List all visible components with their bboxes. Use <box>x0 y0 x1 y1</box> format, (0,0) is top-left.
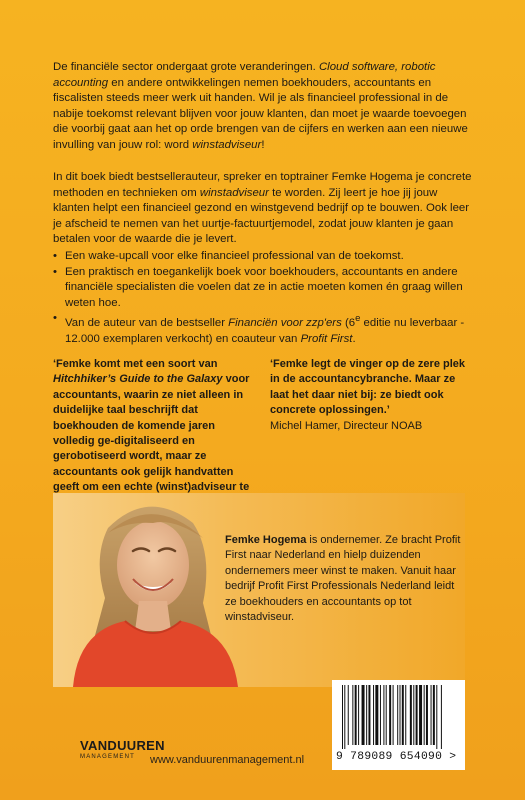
author-bio-text: is ondernemer. Ze bracht Profit First naar Nederland en hielp duizenden ondernemers meer winst te maken. Vanuit haar bedrijf Profit First Professionals Nederland leidt ze boekhouders en accountants op tot winstadviseur. <box>225 534 461 624</box>
text-segment: en andere ontwikkelingen nemen boekhouders, accountants en fiscalisten steeds meer werk uit handen. Wil je als financieel professional in de nabije toekomst relevant blijven voor jouw klanten, dan moet je waarde toevoegen die voorbij gaat aan het op orde brengen van de cijfers en werken aan een nieuwe invulling van jouw rol: word <box>53 76 468 151</box>
barcode-bar <box>383 685 384 745</box>
intro-paragraph-1 <box>53 60 473 154</box>
barcode-bar <box>413 685 414 745</box>
text-segment: Profit First <box>300 332 353 345</box>
text-segment: voor accountants, waarin ze niet alleen in duidelijke taal beschrijft dat boekhouden de komende jaren volledig ge-digitaliseerd en gerobotiseerd wordt, maar ze accountants ook gelijk handvatten geeft om een echte (winst)adviseur te <box>53 373 250 494</box>
publisher-logo-main: VANDUUREN <box>80 738 165 753</box>
barcode-bar <box>426 685 428 745</box>
text-segment: Hitchhiker’s Guide to the Galaxy <box>53 373 223 386</box>
barcode-bar <box>424 685 425 745</box>
text-segment: winstadviseur <box>192 138 262 151</box>
text-segment: ! <box>261 138 265 151</box>
isbn-barcode <box>332 680 465 770</box>
barcode-bar <box>397 685 398 745</box>
endorsement-quote-2 <box>270 357 468 434</box>
text-segment: Financiën voor zzp'ers <box>228 317 342 330</box>
text-segment: Cloud software, robotic accounting <box>53 61 436 89</box>
publisher-url: www.vanduurenmanagement.nl <box>150 754 305 766</box>
text-segment: ‘Femke komt met een soort van <box>53 358 218 370</box>
author-name: Femke Hogema <box>225 534 307 546</box>
barcode-bar <box>348 685 349 745</box>
publisher-logo-sub: MANAGEMENT <box>80 754 136 760</box>
barcode-bar <box>400 685 401 745</box>
text-segment: In dit boek biedt bestsellerauteur, spreker en toptrainer Femke Hogema je concrete methoden en technieken om <box>53 171 472 199</box>
text-segment: (6 <box>341 317 356 330</box>
barcode-bar <box>433 685 435 745</box>
barcode-bar <box>368 685 370 745</box>
barcode-bar <box>366 685 367 745</box>
barcode-bar <box>362 685 365 745</box>
isbn-digits: 9 789089 654090 <box>336 751 443 763</box>
barcode-bar <box>393 685 394 745</box>
intro-paragraph-2 <box>53 170 473 248</box>
quote-text <box>270 357 468 419</box>
text-segment: Een praktisch en toegankelijk boek voor boekhouders, accountants en andere financiële specialisten die voelen dat ze in actie moeten komen én graag willen weten hoe. <box>65 265 463 309</box>
barcode-bar <box>352 685 353 745</box>
barcode-bar <box>373 685 374 745</box>
barcode-bar <box>419 685 422 745</box>
barcode-bar <box>380 685 381 745</box>
barcode-bar <box>416 685 418 745</box>
barcode-bars <box>342 685 456 749</box>
text-segment: Van de auteur van de bestseller <box>65 317 229 330</box>
author-bio <box>225 533 465 625</box>
barcode-bar <box>402 685 404 745</box>
text-segment: ‘Femke legt de vinger op de zere plek in de accountancybranche. Maar ze laat het daar niet bij: ze biedt ook concrete oplossingen.’ <box>270 358 466 417</box>
isbn-number <box>336 751 462 763</box>
barcode-bar <box>355 685 357 745</box>
barcode-bar <box>344 685 345 749</box>
barcode-bar <box>405 685 406 745</box>
barcode-bar <box>358 685 359 745</box>
text-segment: . <box>352 332 356 345</box>
barcode-bar <box>389 685 391 745</box>
text-segment: editie nu leverbaar - 12.000 exemplaren verkocht) en coauteur van <box>65 317 465 345</box>
quote-text <box>53 357 253 511</box>
text-segment: e <box>355 313 361 325</box>
quiet-zone-mark: > <box>449 751 457 763</box>
barcode-bar <box>410 685 412 745</box>
quote-attribution: Michel Hamer, Directeur NOAB <box>270 419 423 432</box>
text-segment: De financiële sector ondergaat grote veranderingen. <box>53 61 319 73</box>
barcode-bar <box>342 685 343 749</box>
text-segment: Een wake-upcall voor elke financieel professional van de toekomst. <box>65 250 404 262</box>
barcode-bar <box>386 685 387 745</box>
barcode-bar <box>375 685 378 745</box>
barcode-bar <box>436 685 437 749</box>
bullet-item <box>53 265 473 312</box>
bullet-item <box>53 249 473 265</box>
barcode-bar <box>441 685 442 749</box>
text-segment: winstadviseur <box>199 186 269 199</box>
barcode-bar <box>431 685 432 745</box>
bullet-item <box>53 311 473 347</box>
text-segment: te worden. Zij leert je hoe jij jouw klanten helpt een financieel gezond en winstgevend bedrijf op te bouwen. Ook leer je afscheid te nemen van het uurtje-factuurtjemodel, zodat jouw klanten je gaan betalen voor de waarde die je levert. <box>53 186 470 246</box>
selling-points-list <box>53 249 473 347</box>
